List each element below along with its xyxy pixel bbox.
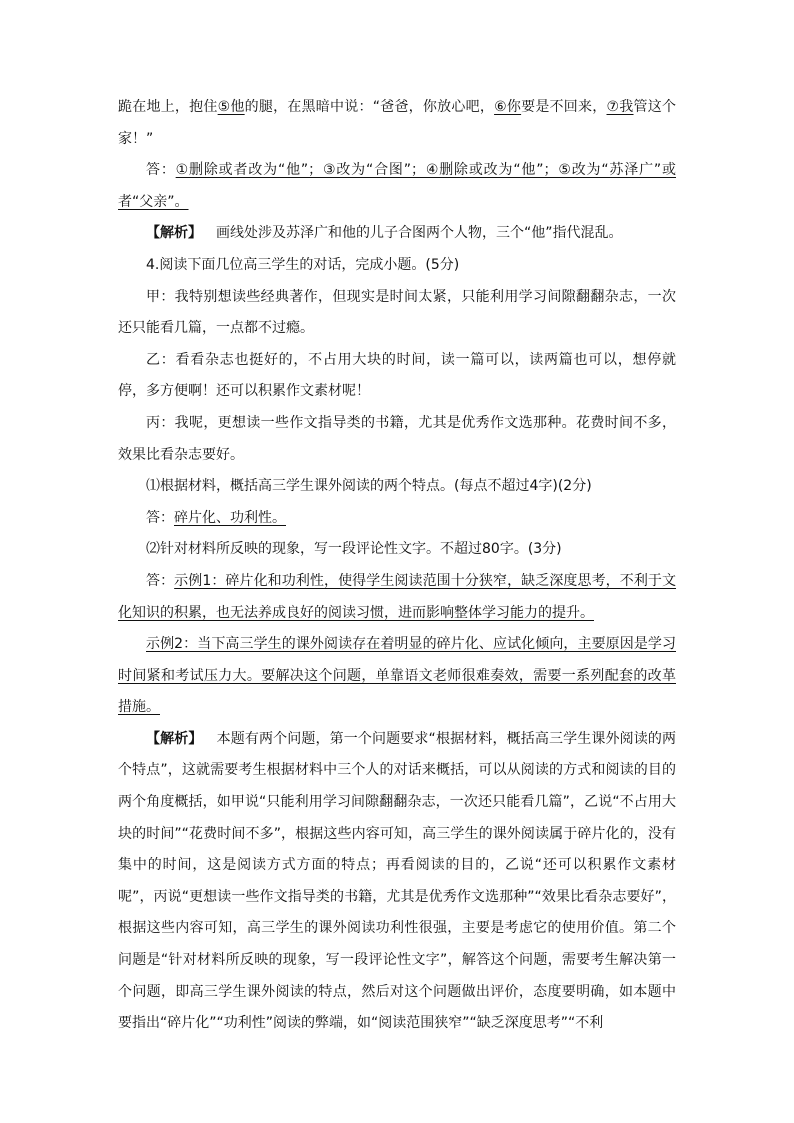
answer-1 (118, 155, 676, 218)
text-run: 要是不回来， (521, 99, 607, 115)
document-page (118, 92, 676, 1040)
analysis-1 (118, 218, 676, 250)
answer-text: 示例1：碎片化和功利性，使得学生阅读范围十分狭窄，缺乏深度思考，不利于文化知识的积累，也无法养成良好的阅读习惯，进而影响整体学习能力的提升。 (118, 572, 677, 621)
underlined-marker: ⑥你 (494, 99, 522, 115)
sub-question-1: ⑴根据材料，概括高三学生课外阅读的两个特点。(每点不超过4字)(2分) (146, 478, 592, 495)
analysis-label: 【解析】 (146, 730, 203, 747)
question-4-title: 4.阅读下面几位高三学生的对话，完成小题。(5分) (146, 256, 460, 273)
answer-text: ①删除或者改为“他”；③改为“合图”；④删除或改为“他”；⑤改为“苏泽广”或者“父亲”。 (118, 162, 676, 210)
underlined-marker: ⑦我 (606, 99, 634, 115)
analysis-text: 画线处涉及苏泽广和他的儿子合图两个人物，三个“他”指代混乱。 (216, 225, 623, 242)
dialog-yi: 乙：看看杂志也挺好的，不占用大块的时间，读一篇可以，读两篇也可以，想停就停，多方便啊！还可以积累作文素材呢！ (118, 351, 676, 400)
text-run: 的腿，在黑暗中说：“爸爸，你放心吧， (244, 99, 495, 115)
answer-label: 答： (146, 162, 176, 179)
sub-answer-1 (118, 503, 676, 535)
answer-label: 答： (146, 509, 174, 526)
analysis-label: 【解析】 (146, 225, 202, 242)
answer-text: 碎片化、功利性。 (174, 509, 286, 526)
sub-answer-2-example-2 (118, 629, 676, 724)
story-excerpt (118, 92, 676, 155)
sub-answer-2-example-1 (118, 566, 676, 629)
analysis-2 (118, 724, 676, 1040)
text-run: 跪在地上，抱住 (118, 99, 218, 115)
sub-question-2: ⑵针对材料所反映的现象，写一段评论性文字。不超过80字。(3分) (146, 541, 562, 558)
underlined-marker: ⑤他 (217, 99, 245, 115)
dialog-jia: 甲：我特别想读些经典著作，但现实是时间太紧，只能利用学习间隙翻翻杂志，一次还只能看几篇，一点都不过瘾。 (118, 288, 676, 337)
dialog-bing: 丙：我呢，更想读一些作文指导类的书籍，尤其是优秀作文选那种。花费时间不多，效果比看杂志要好。 (118, 414, 676, 463)
answer-label: 答： (146, 572, 175, 589)
text-run: 管这个家！” (118, 99, 676, 147)
answer-text: 示例2：当下高三学生的课外阅读存在着明显的碎片化、应试化倾向，主要原因是学习时间紧和考试压力大。要解决这个问题，单靠语文老师很难奏效，需要一系列配套的改革措施。 (118, 636, 676, 716)
analysis-text: 本题有两个问题，第一个问题要求“根据材料，概括高三学生课外阅读的两个特点”，这就需要考生根据材料中三个人的对话来概括，可以从阅读的方式和阅读的目的两个角度概括，如甲说“只能利用学习间隙翻翻杂志，一次还只能看几篇”，乙说“不占用大块的时间”“花费时间不多”，根据这些内容可知，高三学生的课外阅读属于碎片化的，没有集中的时间，这是阅读方式方面的特点；再看阅读的目的，乙说“还可以积累作文素材呢”，丙说“更想读一些作文指导类的书籍，尤其是优秀作文选那种”“效果比看杂志要好”，根据这些内容可知，高三学生的课外阅读功利性很强，主要是考虑它的使用价值。第二个问题是“针对材料所反映的现象，写一段评论性文字”，解答这个问题，需要考生解决第一个问题，即高三学生课外阅读的特点，然后对这个问题做出评价，态度要明确，如本题中要指出“碎片化”“功利性”阅读的弊端，如“阅读范围狭窄”“缺乏深度思考”“不利 (118, 730, 676, 1032)
